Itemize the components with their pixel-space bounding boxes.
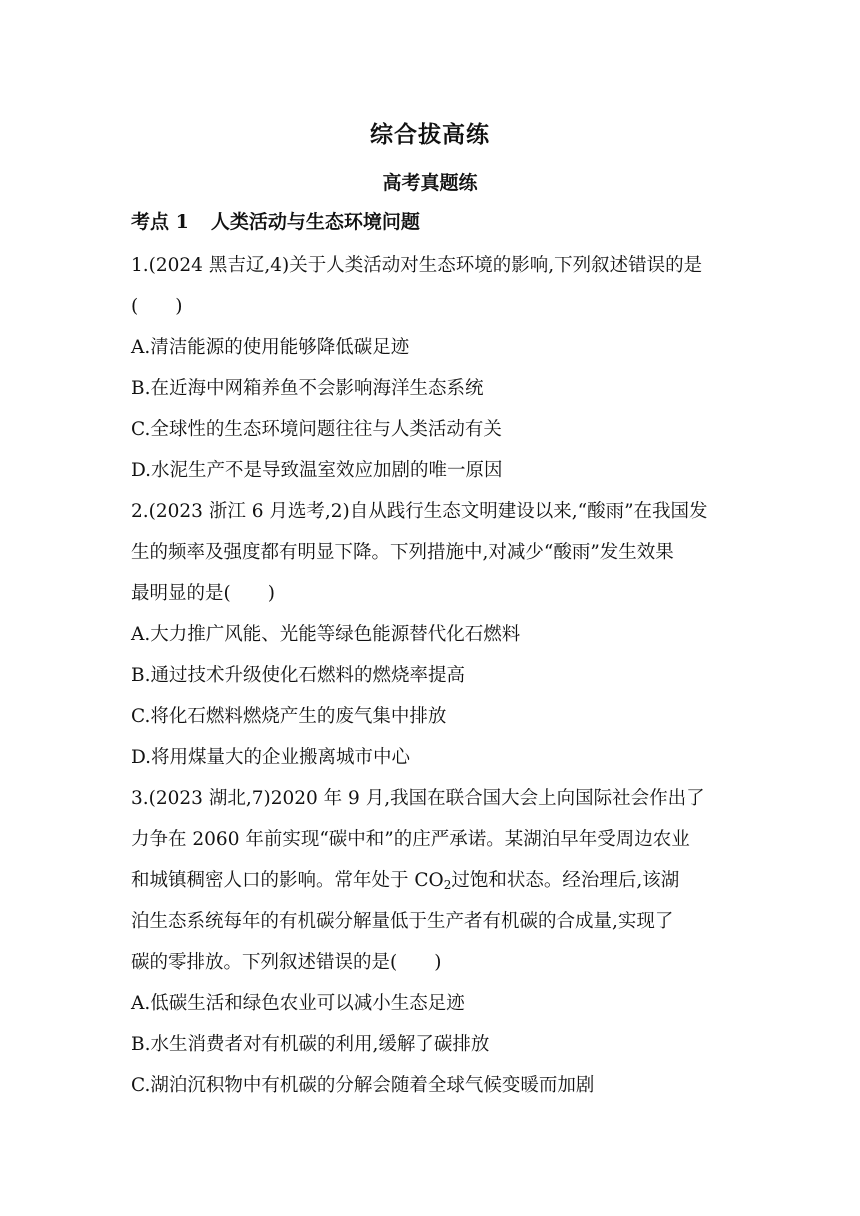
question-1-option-b: B.在近海中网箱养鱼不会影响海洋生态系统	[131, 378, 484, 399]
question-2-stem-line-2: 生的频率及强度都有明显下降。下列措施中,对减少“酸雨”发生效果	[131, 542, 674, 563]
question-1-option-d: D.水泥生产不是导致温室效应加剧的唯一原因	[131, 460, 503, 481]
question-2-option-b: B.通过技术升级使化石燃料的燃烧率提高	[131, 665, 465, 686]
question-3-stem-line-4: 泊生态系统每年的有机碳分解量低于生产者有机碳的合成量,实现了	[131, 911, 674, 932]
question-3	[131, 778, 731, 1106]
question-2-option-d: D.将用煤量大的企业搬离城市中心	[131, 747, 411, 768]
question-1-answer-paren: ( )	[131, 296, 183, 317]
question-3-stem-line-3-b: 过饱和状态。经治理后,该湖	[451, 870, 680, 891]
co2-subscript: 2	[443, 878, 452, 892]
question-3-stem-line-3	[131, 860, 731, 901]
question-1-option-a: A.清洁能源的使用能够降低碳足迹	[131, 337, 410, 358]
question-1	[131, 245, 731, 491]
question-1-option-c: C.全球性的生态环境问题往往与人类活动有关	[131, 419, 502, 440]
question-3-option-b: B.水生消费者对有机碳的利用,缓解了碳排放	[131, 1034, 490, 1055]
section-title: 人类活动与生态环境问题	[210, 211, 420, 233]
page-subtitle: 高考真题练	[382, 172, 478, 194]
questions	[131, 245, 731, 1106]
question-3-stem-line-5: 碳的零排放。下列叙述错误的是( )	[131, 952, 442, 973]
question-2-stem-line-1: 2.(2023 浙江 6 月选考,2)自从践行生态文明建设以来,“酸雨”在我国发	[131, 501, 708, 522]
question-2-option-a: A.大力推广风能、光能等绿色能源替代化石燃料	[131, 624, 521, 645]
question-3-stem-line-2: 力争在 2060 年前实现“碳中和”的庄严承诺。某湖泊早年受周边农业	[131, 829, 690, 850]
question-2-stem-line-3: 最明显的是( )	[131, 583, 275, 604]
question-2-option-c: C.将化石燃料燃烧产生的废气集中排放	[131, 706, 447, 727]
question-3-option-c: C.湖泊沉积物中有机碳的分解会随着全球气候变暖而加剧	[131, 1075, 595, 1096]
question-3-stem-line-1: 3.(2023 湖北,7)2020 年 9 月,我国在联合国大会上向国际社会作出了	[131, 788, 705, 809]
question-2	[131, 491, 731, 778]
page-title: 综合拔高练	[370, 121, 490, 148]
question-3-stem-line-3-a: 和城镇稠密人口的影响。常年处于 CO	[131, 870, 444, 891]
question-1-stem-line-1: 1.(2024 黑吉辽,4)关于人类活动对生态环境的影响,下列叙述错误的是	[131, 255, 703, 276]
question-3-option-a: A.低碳生活和绿色农业可以减小生态足迹	[131, 993, 465, 1014]
section-heading	[131, 207, 420, 234]
section-label: 考点 1	[131, 211, 189, 233]
